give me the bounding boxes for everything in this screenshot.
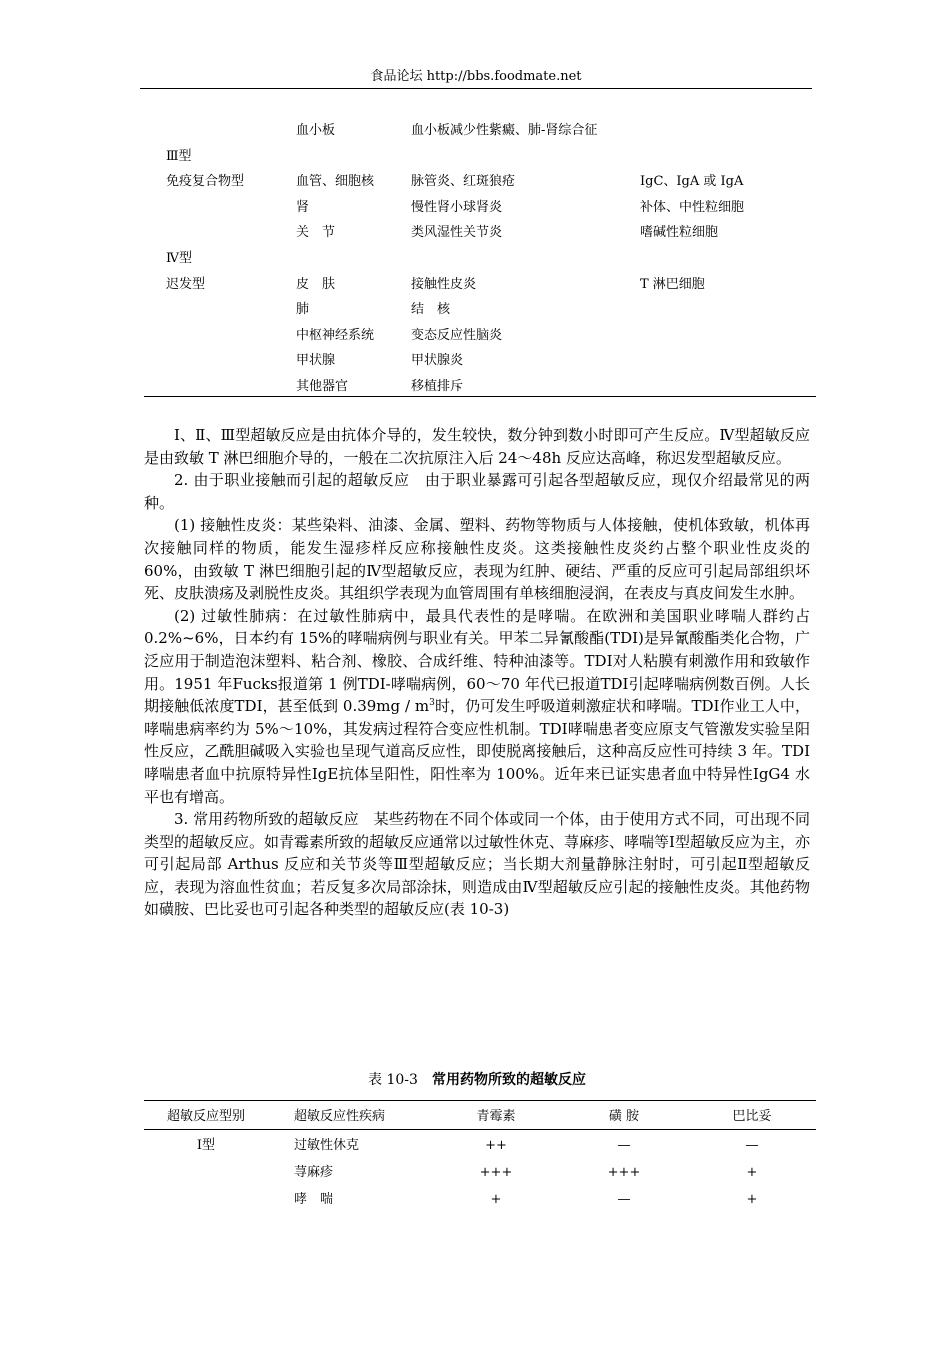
table-cell: 慢性肾小球肾炎 (411, 199, 503, 215)
header-rule (140, 88, 812, 89)
table-cell: 皮 肤 (296, 276, 336, 292)
paragraph-occupational: 2. 由于职业接触而引起的超敏反应 由于职业暴露可引起各型超敏反应，现仅介绍最常见的两种。 (144, 471, 810, 512)
table-cell: 结 核 (411, 302, 451, 318)
table-cell: 移植排斥 (411, 379, 464, 394)
text-segment: 时，仍可发生呼吸道刺激症状和哮喘。TDI作业工人中，哮喘患病率约为 5%～10%，其发病过程符合变应性机制。TDI哮喘患者变应原支气管激发实验呈阳性反应，乙酰胆碱吸入实验也呈现气道高反应性，即使脱离接触后，这种高反应性可持续 3 年。TDI哮喘患者血中抗原特异性IgE抗体呈阳性，阳性率为 100%。近年来已证实患者血中特异性IgG4 水平也有增高。 (144, 697, 810, 806)
table-cell: 接触性皮炎 (411, 276, 477, 292)
table-cell: 血管、细胞核 (296, 174, 375, 190)
table-cell: 中枢神经系统 (296, 327, 375, 343)
table-cell: 脉管炎、红斑狼疮 (411, 174, 516, 190)
table-cell: 肾 (296, 199, 310, 215)
body-text (144, 424, 810, 921)
table-cell: 血小板 (296, 123, 336, 138)
table-cell: 甲状腺 (296, 353, 336, 369)
table-cell: — (617, 1138, 631, 1153)
table-bottom-rule (144, 396, 816, 397)
table-title: 常用药物所致的超敏反应 (431, 1072, 586, 1088)
paragraph-allergic-lung (144, 605, 810, 808)
table-cell: IgC、IgA 或 IgA (640, 174, 744, 190)
table-cell: 变态反应性脑炎 (411, 327, 503, 343)
table-cell: 类风湿性关节炎 (411, 225, 503, 241)
table-cell: 补体、中性粒细胞 (640, 199, 745, 215)
table-cell: Ⅳ型 (166, 251, 192, 266)
table-caption (144, 1071, 810, 1089)
table-cell: Ⅲ型 (166, 148, 192, 164)
paragraph-drug-hypersensitivity: 3. 常用药物所致的超敏反应 某些药物在不同个体或同一个体，由于使用方式不同，可出现不同类型的超敏反应。如青霉素所致的超敏反应通常以过敏性休克、荨麻疹、哮喘等Ⅰ型超敏反应为主，亦可引起局部 Arthus 反应和关节炎等Ⅲ型超敏反应；当长期大剂量静脉注射时，可引起Ⅱ型超敏反应，表现为溶血性贫血；若反复多次局部涂抹，则造成由Ⅳ型超敏反应引起的接触性皮炎。其他药物如磺胺、巴比妥也可引起各种类型的超敏反应(表 10-3) (144, 810, 810, 919)
table-cell: 过敏性休克 (294, 1138, 360, 1153)
table-cell: Ⅰ型 (196, 1138, 216, 1153)
table-cell: — (617, 1192, 631, 1207)
paragraph-antibody-mediated: I、Ⅱ、Ⅲ型超敏反应是由抗体介导的，发生较快，数分钟到数小时即可产生反应。Ⅳ型超敏反应是由致敏 T 淋巴细胞介导的，一般在二次抗原注入后 24～48h 反应达高峰，称迟发型超敏反应。 (144, 426, 810, 467)
table-header-cell: 青霉素 (476, 1109, 516, 1124)
table-cell: ++ (485, 1138, 507, 1153)
table-cell: 哮 喘 (294, 1192, 334, 1207)
page-header: 食品论坛 http://bbs.foodmate.net (370, 69, 582, 84)
table-cell: +++ (607, 1165, 641, 1180)
table-cell: 甲状腺炎 (411, 353, 464, 369)
table-cell: +++ (479, 1165, 513, 1180)
table-cell: 迟发型 (166, 276, 206, 292)
table-cell: 血小板减少性紫癜、肺-肾综合征 (411, 123, 598, 138)
table-number: 表 10-3 (368, 1072, 418, 1088)
table-cell: 肺 (296, 302, 310, 318)
table-header-rule (144, 1129, 816, 1130)
table-cell: 嗜碱性粒细胞 (640, 225, 719, 241)
table-cell: T 淋巴细胞 (640, 276, 705, 292)
table-cell: 免疫复合物型 (166, 174, 245, 190)
table-cell: 荨麻疹 (294, 1165, 334, 1180)
table-header-cell: 巴比妥 (732, 1109, 772, 1124)
table-cell: 其他器官 (296, 379, 349, 394)
text-segment: (2) 过敏性肺病：在过敏性肺病中，最具代表性的是哮喘。在欧洲和美国职业哮喘人群约占 0.2%~6%，日本约有 15%的哮喘病例与职业有关。甲苯二异氰酸酯(TDI)是异氰酸酯类化合物，广泛应用于制造泡沫塑料、粘合剂、橡胶、合成纤维、特种油漆等。TDI对人粘膜有刺激作用和致敏作用。1951 年Fucks报道第 1 例TDI-哮喘病例，60～70 年代已报道TDI引起哮喘病例数百例。人长期接触低浓度TDI，甚至低到 0.39mg / m (144, 606, 810, 716)
superscript: 3 (429, 698, 435, 709)
table-header-cell: 磺 胺 (608, 1109, 640, 1124)
table-cell: 关 节 (296, 225, 336, 241)
paragraph-contact-dermatitis: (1) 接触性皮炎：某些染料、油漆、金属、塑料、药物等物质与人体接触，使机体致敏，机体再次接触同样的物质，能发生湿疹样反应称接触性皮炎。这类接触性皮炎约占整个职业性皮炎的 60%，由致敏 T 淋巴细胞引起的Ⅳ型超敏反应，表现为红肿、硬结、严重的反应可引起局部组织坏死、皮肤溃疡及剥脱性皮炎。其组织学表现为血管周围有单核细胞浸润，在表皮与真皮间发生水肿。 (144, 516, 810, 603)
table-header-cell: 超敏反应型别 (166, 1109, 245, 1124)
table-top-rule (144, 1100, 816, 1101)
table-header-cell: 超敏反应性疾病 (294, 1109, 386, 1124)
table-cell: — (745, 1138, 759, 1153)
table-cell: + (490, 1192, 502, 1207)
table-cell: + (746, 1192, 758, 1207)
hypersensitivity-table-continued (144, 118, 816, 398)
table-cell: + (746, 1165, 758, 1180)
